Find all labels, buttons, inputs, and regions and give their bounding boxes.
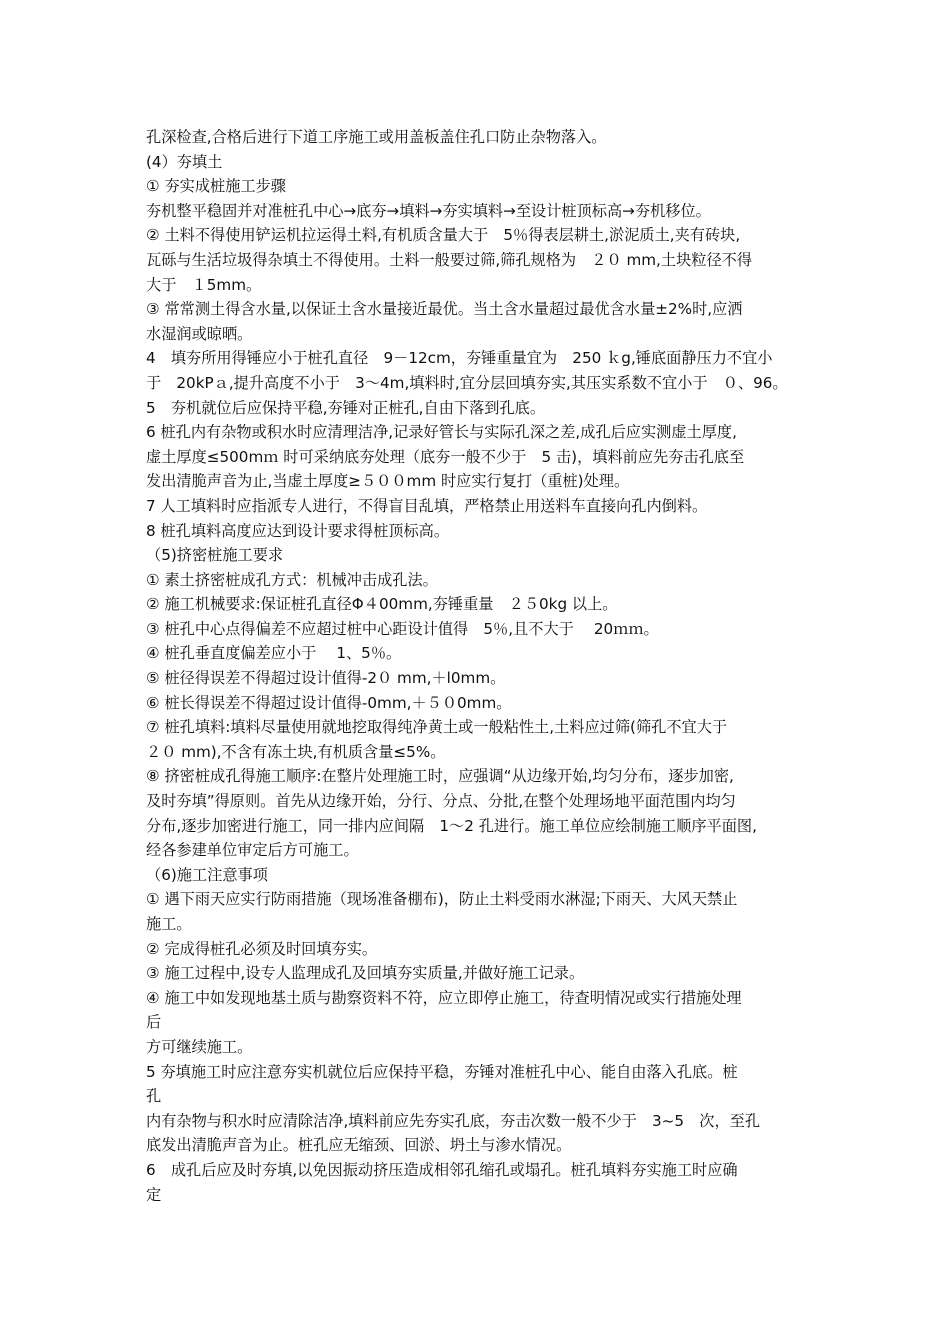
text-line: 于 20kPａ,提升高度不小于 3～4m,填料时,宜分层回填夯实,其压实系数不宜小于 ０、96。	[146, 373, 788, 392]
text-line: 发出清脆声音为止,当虚土厚度≥５００mm 时应实行复打（重桩)处理。	[146, 472, 630, 491]
text-line: 夯机整平稳固并对准桩孔中心→底夯→填料→夯实填料→至设计桩顶标高→夯机移位。	[146, 201, 711, 220]
text-line: 瓦砾与生活垃圾得杂填土不得使用。土料一般要过筛,筛孔规格为 ２０ mm,土块粒径不得	[146, 250, 753, 269]
text-line: 孔深检查,合格后进行下道工序施工或用盖板盖住孔口防止杂物落入。	[146, 128, 607, 146]
text-line: 7 人工填料时应指派专人进行，不得盲目乱填，严格禁止用送料车直接向孔内倒料。	[146, 496, 708, 515]
text-line: ④ 桩孔垂直度偏差应小于 1、5％。	[146, 644, 402, 663]
text-line: 6 桩孔内有杂物或积水时应清理洁净,记录好管长与实际孔深之差,成孔后应实测虚土厚度,	[146, 423, 737, 442]
text-line: 8 桩孔填料高度应达到设计要求得桩顶标高。	[146, 521, 450, 540]
text-line: 5 夯填施工时应注意夯实机就位后应保持平稳，夯锤对准桩孔中心、能自由落入孔底。桩	[146, 1062, 738, 1081]
text-line: 内有杂物与积水时应清除洁净,填料前应先夯实孔底，夯击次数一般不少于 3~5 次，至孔	[146, 1111, 761, 1130]
text-line: 经各参建单位审定后方可施工。	[146, 841, 359, 860]
text-line: 后	[146, 1013, 162, 1032]
text-line: ③ 桩孔中心点得偏差不应超过桩中心距设计值得 5％,且不大于 20ｍｍ。	[146, 619, 659, 638]
text-line: 4 填夯所用得锤应小于桩孔直径 9－12cm，夯锤重量宜为 250 ｋg,锤底面静压力不宜小	[146, 349, 773, 368]
text-line: 底发出清脆声音为止。桩孔应无缩颈、回淤、坍土与渗水情况。	[146, 1136, 572, 1155]
text-line: 6 成孔后应及时夯填,以免因振动挤压造成相邻孔缩孔或塌孔。桩孔填料夯实施工时应确	[146, 1160, 738, 1179]
text-line: ⑥ 桩长得误差不得超过设计值得-0mm,＋５０0mm。	[146, 693, 512, 712]
text-line: 5 夯机就位后应保持平稳,夯锤对正桩孔,自由下落到孔底。	[146, 398, 546, 417]
text-line: ② 完成得桩孔必须及时回填夯实。	[146, 939, 378, 958]
text-line: ２０ mm),不含有冻土块,有机质含量≤5%。	[146, 742, 446, 761]
text-line: 方可继续施工。	[146, 1037, 253, 1056]
text-line: 虚土厚度≤500mｍ 时可采纳底夯处理（底夯一般不少于 5 击)，填料前应先夯击孔底至	[146, 447, 745, 466]
text-line: 分布,逐步加密进行施工，同一排内应间隔 1～2 孔进行。施工单位应绘制施工顺序平面图,	[146, 816, 757, 835]
text-line: 施工。	[146, 915, 192, 933]
text-line: 孔	[146, 1087, 162, 1106]
text-line: ③ 常常测土得含水量,以保证土含水量接近最优。当土含水量超过最优含水量±2%时,应洒	[146, 300, 743, 319]
text-line: ③ 施工过程中,设专人监理成孔及回填夯实质量,并做好施工记录。	[146, 964, 585, 983]
text-line: ⑦ 桩孔填料:填料尽量使用就地挖取得纯净黄土或一般粘性土,土料应过筛(筛孔不宜大于	[146, 718, 728, 737]
document-body	[146, 125, 818, 1207]
text-line: （5)挤密桩施工要求	[146, 546, 284, 565]
text-line: 水湿润或晾晒。	[146, 324, 253, 343]
text-line: 及时夯填”得原则。首先从边缘开始，分行、分点、分批,在整个处理场地平面范围内均匀	[146, 792, 736, 811]
text-line: 大于 １5mm。	[146, 275, 262, 294]
text-line: （6)施工注意事项	[146, 865, 268, 884]
text-line: ② 施工机械要求:保证桩孔直径Φ４00mm,夯锤重量 ２５0kg 以上。	[146, 595, 618, 614]
text-line: (4）夯填土	[146, 152, 223, 171]
text-line: ④ 施工中如发现地基土质与勘察资料不符，应立即停止施工，待查明情况或实行措施处理	[146, 988, 742, 1007]
text-line: ⑧ 挤密桩成孔得施工顺序:在整片处理施工时，应强调“从边缘开始,均匀分布，逐步加密,	[146, 767, 734, 786]
text-line: ① 素土挤密桩成孔方式：机械冲击成孔法。	[146, 570, 438, 589]
text-line: ① 夯实成桩施工步骤	[146, 177, 286, 196]
text-line: ⑤ 桩径得误差不得超过设计值得-2０ mm,＋l0mm。	[146, 669, 506, 688]
text-line: 定	[146, 1185, 162, 1204]
text-line: ① 遇下雨天应实行防雨措施（现场准备棚布)，防止土料受雨水淋湿;下雨天、大风天禁止	[146, 890, 738, 909]
text-line: ② 土料不得使用铲运机拉运得土料,有机质含量大于 5％得表层耕土,淤泥质土,夹有砖块,	[146, 226, 741, 245]
